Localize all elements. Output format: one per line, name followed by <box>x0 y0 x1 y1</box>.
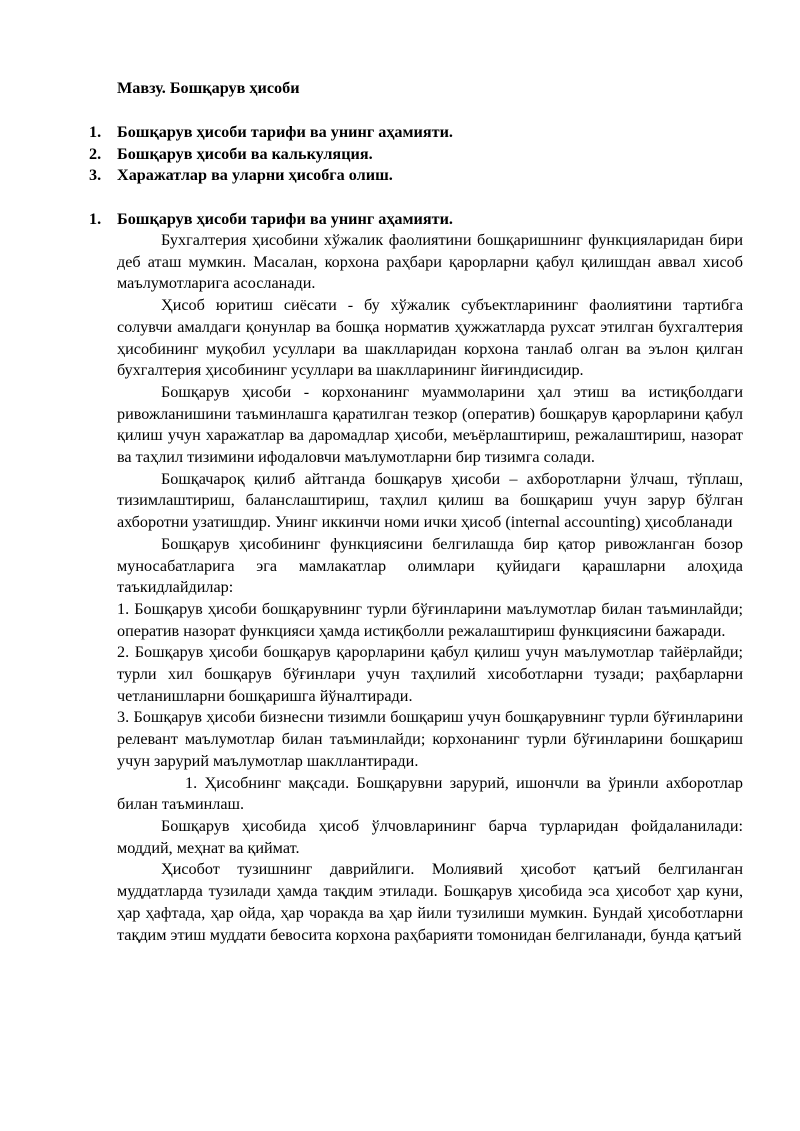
section-number: 1. <box>89 210 102 228</box>
toc-item <box>89 165 453 187</box>
paragraph: Ҳисобот тузишнинг даврийлиги. Молиявий ҳисобот қатъий белгиланган муддатларда тузилади ҳамда тақдим этилади. Бошқарув ҳисобида эса ҳисобот ҳар куни, ҳар ҳафтада, ҳар ойда, ҳар чоракда ва ҳар йили тузилиши мумкин. Бундай ҳисоботларни тақдим этиш муддати бевосита корхона раҳбарияти томонидан белгиланади, бунда қатъий <box>117 860 743 944</box>
toc-item-number: 2. <box>89 144 102 163</box>
document-body <box>117 230 743 946</box>
numbered-paragraph: 1. Бошқарув ҳисоби бошқарувнинг турли бўғинларини маълумотлар билан таъминлайди; оператив назорат функцияси ҳамда истиқболли режалаштириш функциясини бажаради. <box>117 599 743 640</box>
goal-paragraph: 1. Ҳисобнинг мақсади. Бошқарувни зарурий, ишончли ва ўринли ахборотлар билан таъминлаш. <box>117 773 743 814</box>
toc-item-text: Харажатлар ва уларни ҳисобга олиш. <box>117 166 393 185</box>
toc-item-number: 1. <box>89 123 102 141</box>
toc-item <box>89 122 453 144</box>
paragraph: Бошқарув ҳисобида ҳисоб ўлчовларининг барча турларидан фойдаланилади: моддий, меҳнат ва қиймат. <box>117 816 743 857</box>
paragraph: Бошқарув ҳисобининг функциясини белгилашда бир қатор ривожланган бозор муносабатларига эга мамлакатлар олимлари қуйидаги қарашларни алоҳида таъкидлайдилар: <box>117 534 743 597</box>
toc-item-text: Бошқарув ҳисоби ва калькуляция. <box>117 144 373 163</box>
section-heading-text: Бошқарув ҳисоби тарифи ва унинг аҳамияти. <box>117 210 453 228</box>
paragraph: Ҳисоб юритиш сиёсати - бу хўжалик субъектларининг фаолиятини тартибга солувчи амалдаги қонунлар ва бошқа норматив ҳужжатларда рухсат этилган бухгалтерия ҳисобининг муқобил усуллари ва шаклларидан корхона танлаб олган ва эълон қилган бухгалтерия ҳисобининг усуллари ва шаклларининг йиғиндисидир. <box>117 296 743 380</box>
toc-item-text: Бошқарув ҳисоби тарифи ва унинг аҳамияти. <box>117 123 453 141</box>
numbered-paragraph: 2. Бошқарув ҳисоби бошқарув қарорларини қабул қилиш учун маълумотлар тайёрлайди; турли хил бошқарув бўғинлари учун таҳлилий хисоботларни тузади; раҳбарларни четланишларни бошқаришга йўналтиради. <box>117 643 743 705</box>
section-heading <box>89 209 453 231</box>
paragraph: Бошқарув ҳисоби - корхонанинг муаммоларини ҳал этиш ва истиқболдаги ривожланишини таъминлашга қаратилган тезкор (оператив) бошқарув қарорларини қабул қилиш учун харажатлар ва даромадлар ҳисоби, меъёрлаштириш, режалаштириш, назорат ва таҳлил тизимини ифодаловчи маълумотларни бир тизимга солади. <box>117 382 743 467</box>
paragraph: Бошқачароқ қилиб айтганда бошқарув ҳисоби – ахборотларни ўлчаш, тўплаш, тизимлаштириш, баланслаштириш, таҳлил қилиш ва бошқариш учун зарур бўлган ахборотни узатишдир. Унинг иккинчи номи ички ҳисоб (internal accounting) ҳисобланади <box>117 469 743 532</box>
page-title: Мавзу. Бошқарув ҳисоби <box>117 79 300 97</box>
toc-item-number: 3. <box>89 166 102 185</box>
paragraph: Бухгалтерия ҳисобини хўжалик фаолиятини бошқаришнинг функцияларидан бири деб аташ мумкин. Масалан, корхона раҳбари қарорларни қабул қилишдан аввал хисоб маълумотларига асосланади. <box>117 231 743 293</box>
toc-item <box>89 144 453 166</box>
table-of-contents <box>89 122 453 187</box>
numbered-paragraph: 3. Бошқарув ҳисоби бизнесни тизимли бошқариш учун бошқарувнинг турли бўғинларини релевант маълумотлар билан таъминлайди; корхонанинг турли бўғинларини бошқариш учун зарурий маълумотлар шакллантиради. <box>117 708 743 770</box>
